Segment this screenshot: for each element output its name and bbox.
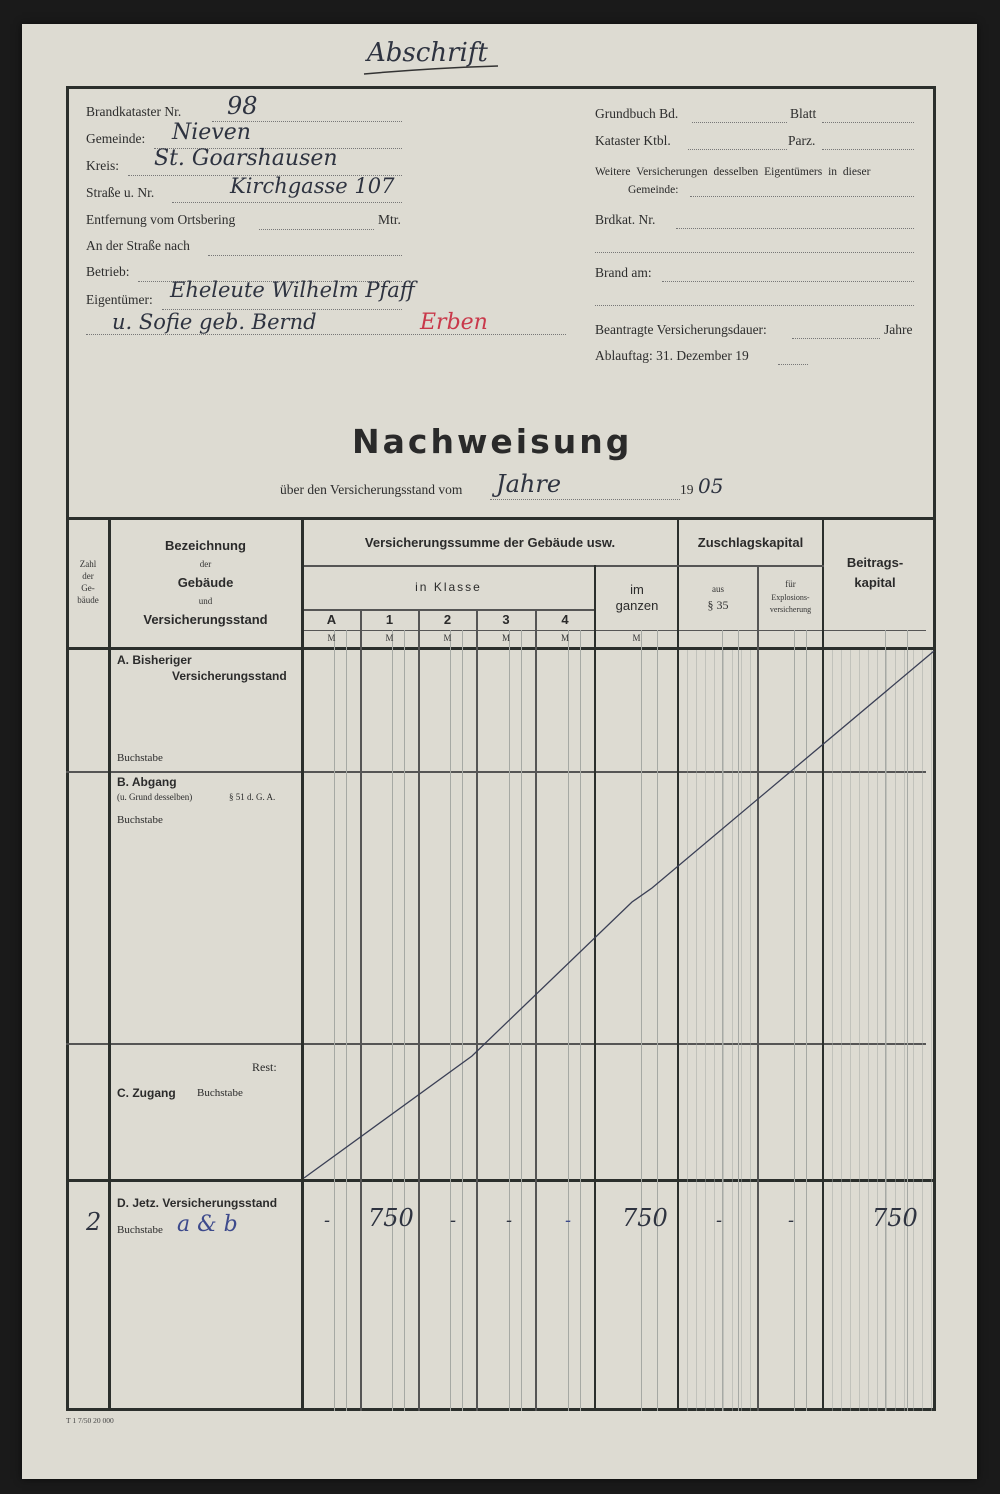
zuschlag-header: Zuschlagskapital <box>697 535 804 550</box>
page-title: Nachweisung <box>352 422 633 461</box>
section-a-title-2: Versicherungsstand <box>172 669 287 683</box>
entfernung-unit: Mtr. <box>378 212 401 227</box>
document-page <box>22 24 977 1479</box>
im-ganzen-header: im ganzen <box>615 582 659 613</box>
beitrag-header-2: kapital <box>854 575 896 590</box>
d-value-beitrag: 750 <box>872 1204 918 1232</box>
fuer-label: für <box>785 579 796 589</box>
dauer-label: Beantragte Versicherungsdauer: <box>595 322 767 337</box>
blatt-label: Blatt <box>790 106 817 121</box>
zahl-header: Zahl der Ge- bäude <box>77 559 99 605</box>
bez-header-1: Bezeichnung <box>165 538 246 553</box>
brandkataster-value: 98 <box>227 92 258 120</box>
beitrag-header-1: Beitrags- <box>846 555 904 570</box>
explosion-label-1: Explosions- <box>771 593 810 602</box>
d-value-k1: 750 <box>368 1204 414 1232</box>
bez-header-4: und <box>198 596 213 606</box>
grundbuch-label: Grundbuch Bd. <box>595 106 679 121</box>
d-value-k4: - <box>565 1210 572 1231</box>
in-klasse-header: in Klasse <box>415 580 482 594</box>
abschrift-stamp: Abschrift <box>367 38 488 68</box>
section-a-buchstabe: Buchstabe <box>117 752 163 764</box>
subtitle-label: über den Versicherungsstand vom <box>280 482 463 497</box>
versumme-header: Versicherungssumme der Gebäude usw. <box>364 535 616 550</box>
klasse-2: 2 <box>443 612 452 627</box>
rest-label: Rest: <box>252 1060 277 1074</box>
entfernung-label: Entfernung vom Ortsbering <box>86 212 236 227</box>
gemeinde-label: Gemeinde: <box>86 131 146 146</box>
strasse-label: Straße u. Nr. <box>86 185 155 200</box>
gemeinde-value: Nieven <box>172 120 251 145</box>
kreis-value: St. Goarshausen <box>154 146 338 171</box>
ablauf-label: Ablauftag: 31. Dezember 19 <box>595 348 749 363</box>
dauer-unit: Jahre <box>884 322 913 337</box>
section-b-buchstabe: Buchstabe <box>117 814 163 826</box>
klasse-3: 3 <box>502 612 510 627</box>
d-value-explosion: - <box>788 1210 795 1231</box>
kreis-label: Kreis: <box>86 158 119 173</box>
an-der-strasse-label: An der Straße nach <box>86 238 190 253</box>
section-c-buchstabe: Buchstabe <box>197 1087 243 1099</box>
weitere-line2: Gemeinde: <box>628 184 679 196</box>
eigentuemer-value-1: Eheleute Wilhelm Pfaff <box>170 278 415 302</box>
d-value-a: - <box>324 1210 331 1231</box>
currency-m-5: M <box>632 633 641 643</box>
subtitle-year-prefix: 19 <box>680 482 694 497</box>
section-b-ref: § 51 d. G. A. <box>229 792 276 802</box>
kataster-label: Kataster Ktbl. <box>595 133 671 148</box>
section-a-title-1: A. Bisheriger <box>117 653 192 667</box>
section-d-buchstabe: Buchstabe <box>117 1224 163 1236</box>
diagonal-strike <box>22 24 977 1479</box>
betrieb-label: Betrieb: <box>86 264 130 279</box>
aus-label: aus <box>712 584 724 594</box>
currency-m-1: M <box>385 633 394 643</box>
section-c-title: C. Zugang <box>117 1086 176 1100</box>
subtitle-year-suffix: 05 <box>698 474 724 498</box>
section-b-title: B. Abgang <box>117 775 177 789</box>
paragraph-label: § 35 <box>707 598 729 612</box>
bez-header-5: Versicherungsstand <box>143 612 268 627</box>
d-value-aus35: - <box>716 1210 723 1231</box>
d-value-k3: - <box>506 1210 513 1231</box>
klasse-a: A <box>326 612 337 627</box>
currency-m-0: M <box>327 633 336 643</box>
subtitle-value: Jahre <box>496 470 562 498</box>
weitere-line1: Weitere Versicherungen desselben Eigentümers in dieser <box>595 166 871 178</box>
currency-m-2: M <box>443 633 452 643</box>
klasse-4: 4 <box>561 612 569 627</box>
brdkat-label: Brdkat. Nr. <box>595 212 656 227</box>
brand-label: Brand am: <box>595 265 652 280</box>
d-value-ganzen: 750 <box>622 1204 668 1232</box>
section-d-title: D. Jetz. Versicherungsstand <box>117 1196 278 1210</box>
footer-code: T 1 7/50 20 000 <box>66 1416 114 1425</box>
eigentuemer-label: Eigentümer: <box>86 292 153 307</box>
eigentuemer-addition: Erben <box>420 310 488 335</box>
bez-header-2: der <box>199 559 212 569</box>
bez-header-3: Gebäude <box>177 575 234 590</box>
currency-m-3: M <box>501 633 510 643</box>
currency-m-4: M <box>560 633 569 643</box>
strasse-value: Kirchgasse 107 <box>230 174 395 198</box>
explosion-label-2: versicherung <box>769 605 812 614</box>
section-d-buchstabe-value: a & b <box>177 1212 238 1237</box>
section-b-sub: (u. Grund desselben) <box>117 792 193 802</box>
parz-label: Parz. <box>788 133 816 148</box>
section-d-zahl: 2 <box>86 1208 102 1236</box>
eigentuemer-value-2: u. Sofie geb. Bernd <box>112 310 317 334</box>
brandkataster-label: Brandkataster Nr. <box>86 104 182 119</box>
klasse-1: 1 <box>385 612 394 627</box>
d-value-k2: - <box>450 1210 457 1231</box>
